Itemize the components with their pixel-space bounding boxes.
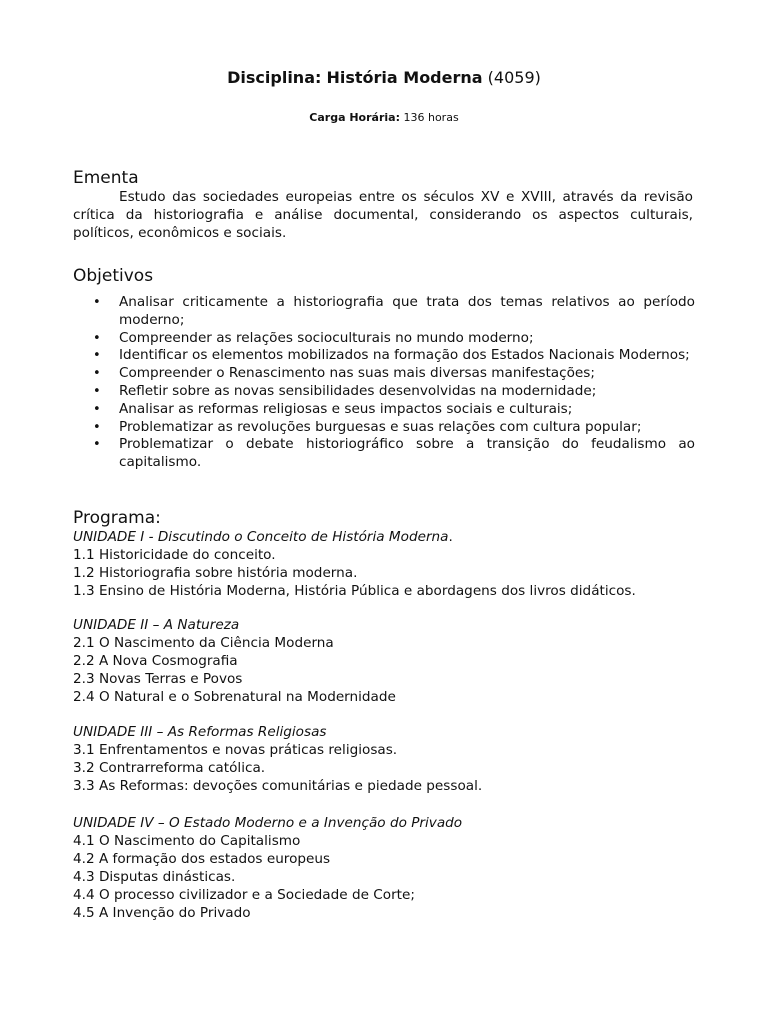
bullet-icon: • <box>93 437 101 453</box>
unit-topic: 4.5 A Invenção do Privado <box>73 905 251 921</box>
list-item: • Analisar criticamente a historiografia que trata dos temas relativos ao período moderno; <box>93 294 695 328</box>
bullet-icon: • <box>93 401 101 417</box>
page-title <box>0 67 768 89</box>
bullet-icon: • <box>93 419 101 435</box>
workload-value: 136 horas <box>403 111 459 124</box>
workload-line <box>0 110 768 126</box>
unit-topic: 2.4 O Natural e o Sobrenatural na Modernidade <box>73 689 396 705</box>
programa-heading: Programa: <box>73 508 161 528</box>
bullet-icon: • <box>93 348 101 364</box>
unit-topic: 1.3 Ensino de História Moderna, História Pública e abordagens dos livros didáticos. <box>73 583 636 599</box>
ementa-text <box>73 188 693 242</box>
bullet-icon: • <box>93 366 101 382</box>
unit-topic: 3.2 Contrarreforma católica. <box>73 760 266 776</box>
ementa-heading: Ementa <box>73 168 139 188</box>
unit-topic: 2.3 Novas Terras e Povos <box>73 671 243 687</box>
title-label: Disciplina: <box>227 68 322 87</box>
list-item: • Problematizar o debate historiográfico sobre a transição do feudalismo ao capitalismo. <box>93 436 695 471</box>
objetivos-list <box>73 294 695 472</box>
list-item: • Identificar os elementos mobilizados na formação dos Estados Nacionais Modernos; <box>93 347 690 364</box>
unit-3 <box>73 723 713 795</box>
bullet-icon: • <box>93 295 101 310</box>
list-item: • Problematizar as revoluções burguesas e suas relações com cultura popular; <box>93 418 642 435</box>
course-name: História Moderna <box>326 68 483 87</box>
unit-topic: 2.1 O Nascimento da Ciência Moderna <box>73 635 334 651</box>
unit-topic: 4.1 O Nascimento do Capitalismo <box>73 833 301 849</box>
list-item: • Compreender as relações socioculturais no mundo moderno; <box>93 329 534 346</box>
unit-title: UNIDADE IV – O Estado Moderno e a Invenção do Privado <box>73 815 463 831</box>
ementa-body: Estudo das sociedades europeias entre os séculos XV e XVIII, através da revisão crítica da historiografia e análise documental, considerando os aspectos culturais, políticos, econômicos e sociais. <box>73 189 693 241</box>
workload-label: Carga Horária: <box>309 111 400 124</box>
course-code: (4059) <box>487 68 541 87</box>
unit-topic: 1.2 Historiografia sobre história moderna. <box>73 565 358 581</box>
bullet-icon: • <box>93 330 101 346</box>
unit-title: UNIDADE II – A Natureza <box>73 617 240 633</box>
unit-title: UNIDADE III – As Reformas Religiosas <box>73 724 327 740</box>
bullet-icon: • <box>93 383 101 399</box>
unit-topic: 4.4 O processo civilizador e a Sociedade de Corte; <box>73 887 415 903</box>
unit-topic: 4.2 A formação dos estados europeus <box>73 851 331 867</box>
unit-topic: 4.3 Disputas dinásticas. <box>73 869 236 885</box>
unit-2 <box>73 616 713 706</box>
unit-title: UNIDADE I - Discutindo o Conceito de História Moderna. <box>73 529 453 545</box>
list-item: • Analisar as reformas religiosas e seus impactos sociais e culturais; <box>93 400 573 417</box>
unit-topic: 2.2 A Nova Cosmografia <box>73 653 238 669</box>
unit-4 <box>73 814 713 922</box>
unit-topic: 3.1 Enfrentamentos e novas práticas religiosas. <box>73 742 398 758</box>
list-item: • Compreender o Renascimento nas suas mais diversas manifestações; <box>93 365 595 382</box>
unit-topic: 3.3 As Reformas: devoções comunitárias e piedade pessoal. <box>73 778 483 794</box>
list-item: • Refletir sobre as novas sensibilidades desenvolvidas na modernidade; <box>93 382 597 399</box>
unit-1 <box>73 528 713 600</box>
unit-topic: 1.1 Historicidade do conceito. <box>73 547 276 563</box>
objetivos-heading: Objetivos <box>73 266 154 286</box>
